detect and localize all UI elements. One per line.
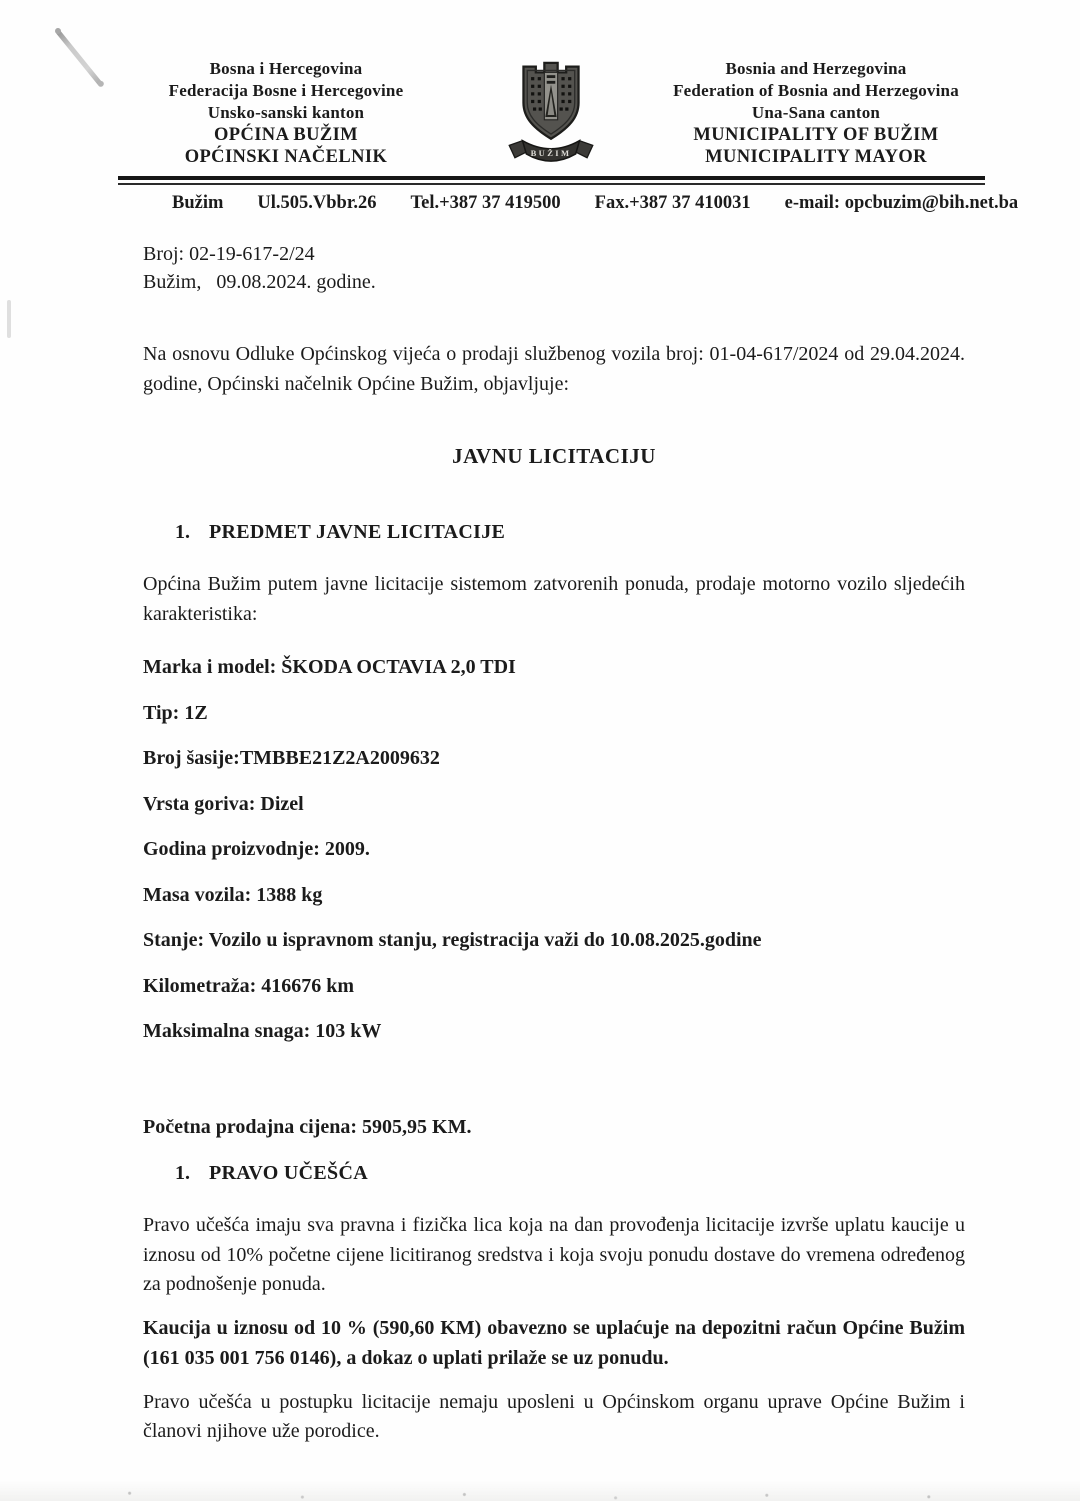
section2-title: PRAVO UČEŠĆA <box>209 1162 368 1184</box>
spec-type: Tip: 1Z <box>143 701 208 724</box>
letterhead-line: Federacija Bosne i Hercegovine <box>168 81 404 100</box>
contact-phone: Tel.+387 37 419500 <box>410 193 561 213</box>
exclusion-paragraph: Pravo učešća u postupku licitacije nemaju uposleni u Općinskom organu uprave Općine Bužim i članovi njihove uže porodice. <box>143 1390 965 1442</box>
reference-date: Bužim, 09.08.2024. godine. <box>143 271 376 293</box>
section1-number: 1. <box>175 521 190 543</box>
section1-heading <box>143 521 965 544</box>
section2-number: 1. <box>175 1162 190 1184</box>
letterhead-line: MUNICIPALITY MAYOR <box>705 147 927 167</box>
reference-number: Broj: 02-19-617-2/24 <box>143 243 315 265</box>
section2-heading <box>143 1162 965 1185</box>
intro-paragraph: Na osnovu Odluke Općinskog vijeća o prodaji službenog vozila broj: 01-04-617/2024 od 29.04.2024. godine, Općinski načelnik Općine Bužim, objavljuje: <box>143 343 965 395</box>
deposit-paragraph: Kaucija u iznosu od 10 % (590,60 KM) obavezno se uplaćuje na depozitni račun Općine Bužim (161 035 001 756 0146), a dokaz o uplati prilaže se uz ponudu. <box>143 1317 965 1369</box>
contact-address: Ul.505.Vbbr.26 <box>257 193 377 213</box>
eligibility-paragraph: Pravo učešća imaju sva pravna i fizička lica koja na dan provođenja licitacije izvrše uplatu kaucije u iznosu od 10% početne cijene licitiranog sredstva i koja svoju ponudu dostave do vremena određenog za podnošenje ponuda. <box>143 1214 965 1295</box>
starting-price-line: Početna prodajna cijena: 5905,95 KM. <box>143 1116 472 1138</box>
spec-condition: Stanje: Vozilo u ispravnom stanju, registracija važi do 10.08.2025.godine <box>143 929 762 951</box>
document-title: JAVNU LICITACIJU <box>452 444 656 468</box>
spec-fuel-type: Vrsta goriva: Dizel <box>143 792 304 815</box>
letterhead-line: MUNICIPALITY OF BUŽIM <box>693 125 939 145</box>
municipal-coat-of-arms <box>472 58 630 172</box>
spec-make-model: Marka i model: ŠKODA OCTAVIA 2,0 TDI <box>143 656 516 678</box>
shield-emblem-icon <box>503 60 599 172</box>
letterhead-line: Bosnia and Herzegovina <box>725 59 907 78</box>
section1-paragraph: Općina Bužim putem javne licitacije sistemom zatvorenih ponuda, prodaje motorno vozilo sljedećih karakteristika: <box>143 573 965 625</box>
scan-edge-smudge <box>7 300 11 338</box>
letterhead-english-block <box>630 58 1002 168</box>
scan-bottom-noise <box>0 1475 1080 1501</box>
letterhead-line: Una-Sana canton <box>751 103 881 122</box>
spec-weight: Masa vozila: 1388 kg <box>143 883 323 906</box>
letterhead-line: OPĆINA BUŽIM <box>213 125 359 145</box>
letterhead <box>0 0 1080 172</box>
document-body <box>0 240 1080 1447</box>
section2-paragraphs <box>143 1211 965 1447</box>
emblem-banner-text: BUŽIM <box>530 147 572 158</box>
spec-year: Godina proizvodnje: 2009. <box>143 838 370 860</box>
letterhead-line: Unsko-sanski kanton <box>207 103 365 122</box>
letterhead-bosnian-block <box>100 58 472 168</box>
contact-email: e-mail: opcbuzim@bih.net.ba <box>784 193 1019 213</box>
spec-chassis-number: Broj šasije:TMBBE21Z2A2009632 <box>143 747 440 769</box>
letterhead-divider-rule <box>118 176 985 185</box>
vehicle-spec-list <box>143 655 965 1044</box>
contact-city: Bužim <box>172 193 224 213</box>
contact-info-row <box>0 185 1080 214</box>
letterhead-line: Federation of Bosnia and Herzegovina <box>673 81 959 100</box>
letterhead-line: Bosna i Hercegovina <box>209 59 363 78</box>
spec-mileage: Kilometraža: 416676 km <box>143 974 355 997</box>
contact-fax: Fax.+387 37 410031 <box>594 193 751 213</box>
spec-max-power: Maksimalna snaga: 103 kW <box>143 1020 382 1042</box>
letterhead-line: OPĆINSKI NAČELNIK <box>184 147 388 167</box>
section1-title: PREDMET JAVNE LICITACIJE <box>209 521 506 543</box>
reference-block <box>143 240 965 296</box>
